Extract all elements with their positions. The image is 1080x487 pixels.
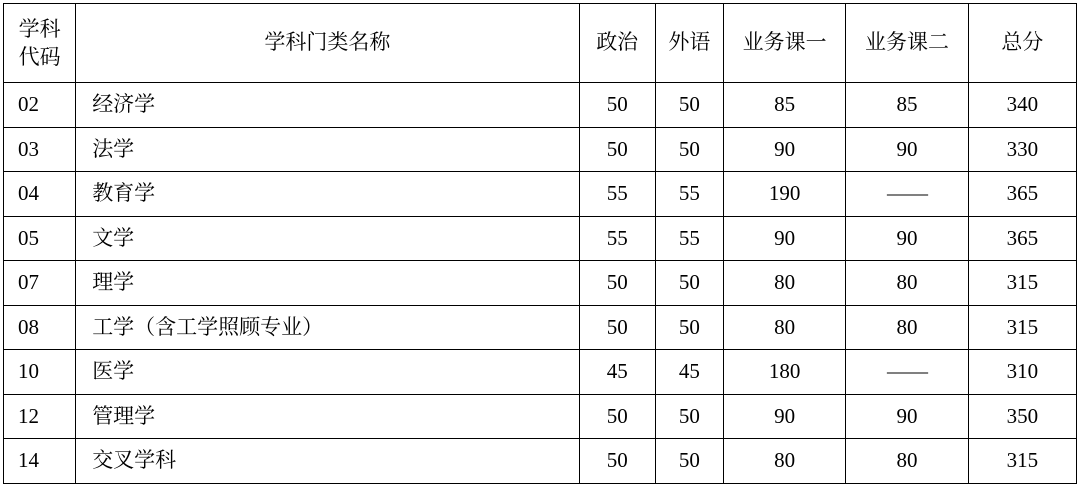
table-row bbox=[4, 394, 1077, 439]
cell-major-course-2: 85 bbox=[846, 83, 968, 128]
column-header-subject-code bbox=[4, 4, 76, 83]
cell-major-course-2: 90 bbox=[846, 216, 968, 261]
table-row bbox=[4, 439, 1077, 484]
cell-subject-code: 14 bbox=[4, 439, 76, 484]
cell-politics: 45 bbox=[579, 350, 655, 395]
cell-major-course-2: 90 bbox=[846, 394, 968, 439]
column-header-subject-code-line2: 代码 bbox=[18, 45, 61, 69]
cell-major-course-2: 80 bbox=[846, 305, 968, 350]
cell-major-course-2: —— bbox=[846, 350, 968, 395]
cell-major-course-1: 90 bbox=[723, 394, 845, 439]
column-header-foreign-language: 外语 bbox=[655, 4, 723, 83]
cell-subject-code: 02 bbox=[4, 83, 76, 128]
cell-subject-code: 10 bbox=[4, 350, 76, 395]
cell-total: 315 bbox=[968, 305, 1076, 350]
table-row bbox=[4, 261, 1077, 306]
cell-major-course-1: 80 bbox=[723, 305, 845, 350]
cell-subject-name: 交叉学科 bbox=[76, 439, 579, 484]
cell-subject-name: 经济学 bbox=[76, 83, 579, 128]
column-header-major-course-1: 业务课一 bbox=[723, 4, 845, 83]
cell-politics: 50 bbox=[579, 394, 655, 439]
cell-subject-code: 05 bbox=[4, 216, 76, 261]
cell-subject-code: 12 bbox=[4, 394, 76, 439]
cell-subject-code: 03 bbox=[4, 127, 76, 172]
cell-major-course-1: 90 bbox=[723, 216, 845, 261]
document-page bbox=[0, 3, 1080, 487]
cell-major-course-1: 85 bbox=[723, 83, 845, 128]
cell-major-course-1: 180 bbox=[723, 350, 845, 395]
column-header-subject-name: 学科门类名称 bbox=[76, 4, 579, 83]
column-header-total: 总分 bbox=[968, 4, 1076, 83]
cell-politics: 55 bbox=[579, 216, 655, 261]
cell-total: 350 bbox=[968, 394, 1076, 439]
column-header-major-course-2: 业务课二 bbox=[846, 4, 968, 83]
cell-foreign-language: 55 bbox=[655, 216, 723, 261]
cell-subject-code: 07 bbox=[4, 261, 76, 306]
cell-total: 365 bbox=[968, 216, 1076, 261]
cell-politics: 55 bbox=[579, 172, 655, 217]
cell-total: 315 bbox=[968, 261, 1076, 306]
cell-foreign-language: 50 bbox=[655, 439, 723, 484]
cell-subject-name: 文学 bbox=[76, 216, 579, 261]
column-header-subject-code-line1: 学科 bbox=[18, 16, 61, 41]
cell-subject-name: 医学 bbox=[76, 350, 579, 395]
cell-subject-name: 工学（含工学照顾专业） bbox=[76, 305, 579, 350]
cell-total: 365 bbox=[968, 172, 1076, 217]
cell-foreign-language: 50 bbox=[655, 127, 723, 172]
cell-major-course-2: 80 bbox=[846, 439, 968, 484]
cell-total: 310 bbox=[968, 350, 1076, 395]
cell-foreign-language: 50 bbox=[655, 394, 723, 439]
cell-foreign-language: 50 bbox=[655, 305, 723, 350]
cell-major-course-2: 90 bbox=[846, 127, 968, 172]
table-row bbox=[4, 127, 1077, 172]
cell-politics: 50 bbox=[579, 261, 655, 306]
cell-total: 330 bbox=[968, 127, 1076, 172]
cell-total: 340 bbox=[968, 83, 1076, 128]
cell-major-course-1: 90 bbox=[723, 127, 845, 172]
cell-major-course-1: 80 bbox=[723, 439, 845, 484]
cell-major-course-1: 190 bbox=[723, 172, 845, 217]
cell-politics: 50 bbox=[579, 127, 655, 172]
table-row bbox=[4, 305, 1077, 350]
cell-foreign-language: 50 bbox=[655, 261, 723, 306]
table-header bbox=[4, 4, 1077, 83]
cell-total: 315 bbox=[968, 439, 1076, 484]
score-line-table bbox=[3, 3, 1077, 484]
cell-subject-code: 08 bbox=[4, 305, 76, 350]
cell-subject-code: 04 bbox=[4, 172, 76, 217]
table-row bbox=[4, 83, 1077, 128]
column-header-politics: 政治 bbox=[579, 4, 655, 83]
header-row bbox=[4, 4, 1077, 83]
cell-subject-name: 理学 bbox=[76, 261, 579, 306]
table-row bbox=[4, 216, 1077, 261]
cell-politics: 50 bbox=[579, 439, 655, 484]
cell-politics: 50 bbox=[579, 305, 655, 350]
cell-politics: 50 bbox=[579, 83, 655, 128]
cell-subject-name: 管理学 bbox=[76, 394, 579, 439]
cell-foreign-language: 45 bbox=[655, 350, 723, 395]
cell-major-course-2: 80 bbox=[846, 261, 968, 306]
cell-foreign-language: 55 bbox=[655, 172, 723, 217]
cell-major-course-2: —— bbox=[846, 172, 968, 217]
table-body bbox=[4, 83, 1077, 484]
table-row bbox=[4, 350, 1077, 395]
cell-foreign-language: 50 bbox=[655, 83, 723, 128]
cell-subject-name: 法学 bbox=[76, 127, 579, 172]
table-row bbox=[4, 172, 1077, 217]
cell-subject-name: 教育学 bbox=[76, 172, 579, 217]
cell-major-course-1: 80 bbox=[723, 261, 845, 306]
